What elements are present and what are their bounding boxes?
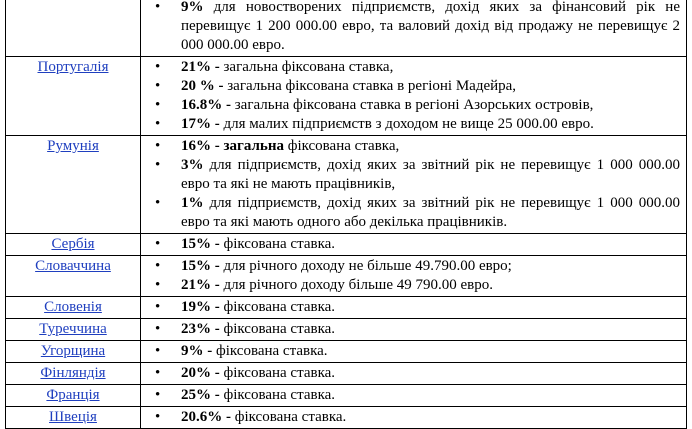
rate-description: для підприємств, дохід яких за звітний рік не перевищує 1 000 000.00 евро та які не мають працівників, [181,157,680,192]
list-item [155,298,680,317]
country-cell [6,234,141,256]
bullet-icon: • [155,0,161,15]
country-link[interactable]: Словаччина [35,258,111,274]
rate-description: фіксована ставка. [212,343,328,359]
rate-description: для річного доходу не більше 49.790.00 евро; [219,258,512,274]
table-row [6,0,687,57]
country-link[interactable]: Словенія [44,299,102,315]
rates-list [155,257,680,295]
rates-cell [141,256,687,297]
country-link[interactable]: Румунія [47,138,99,154]
rates-cell [141,136,687,234]
rate-value: 25% - [181,387,220,403]
country-link[interactable]: Фінляндія [40,365,106,381]
rates-list [155,408,680,427]
bullet-icon: • [155,78,161,94]
country-link[interactable]: Франція [46,387,100,403]
rates-list [155,298,680,317]
rates-list [155,320,680,339]
country-link[interactable]: Португалія [37,59,109,75]
list-item [155,156,680,194]
country-cell [6,407,141,429]
rates-cell [141,319,687,341]
list-item [155,115,680,134]
bullet-icon: • [155,236,161,252]
bullet-icon: • [155,299,161,315]
rate-value: 16% - загальна [181,138,284,154]
rate-description: для малих підприємств з доходом не вище 25 000.00 евро. [219,116,594,132]
bullet-icon: • [155,387,161,403]
bullet-icon: • [155,258,161,274]
list-item [155,137,680,156]
rate-description: фіксована ставка. [219,321,336,337]
rate-description: загальна фіксована ставка в регіоні Азорських островів, [231,97,594,113]
rates-list [155,386,680,405]
rate-value: 19% - [181,299,220,315]
rates-list [155,364,680,383]
list-item [155,386,680,405]
rate-value: 16.8% - [181,97,231,113]
rate-description: для підприємств, дохід яких за звітний рік не перевищує 1 000 000.00 евро та які мають одного або декілька працівників. [181,195,680,230]
bullet-icon: • [155,195,161,211]
list-item [155,408,680,427]
rates-list [155,235,680,254]
rates-cell [141,0,687,57]
table-row [6,385,687,407]
rate-value: 1% [181,195,204,211]
rate-value: 21% - [181,277,220,293]
country-cell [6,319,141,341]
country-cell [6,385,141,407]
bullet-icon: • [155,365,161,381]
rate-value: 20.6% - [181,409,231,425]
country-link[interactable]: Сербія [51,236,95,252]
bullet-icon: • [155,138,161,154]
rates-cell [141,385,687,407]
country-link[interactable]: Туреччина [39,321,107,337]
list-item [155,320,680,339]
rate-value: 3% [181,157,204,173]
bullet-icon: • [155,157,161,173]
rate-description: для річного доходу більше 49 790.00 евро. [219,277,493,293]
table-row [6,407,687,429]
rate-description: загальна фіксована ставка в регіоні Мадейра, [223,78,517,94]
list-item [155,235,680,254]
bullet-icon: • [155,409,161,425]
rate-description: фіксована ставка. [219,236,336,252]
table-row [6,341,687,363]
rates-list [155,0,680,55]
rates-list [155,342,680,361]
rate-value: 23% - [181,321,220,337]
rate-value: 20 % - [181,78,224,94]
rates-cell [141,297,687,319]
rates-list [155,137,680,232]
rate-description: фіксована ставка. [231,409,347,425]
rates-list [155,58,680,134]
country-cell [6,297,141,319]
rates-cell [141,57,687,136]
table-row [6,136,687,234]
rate-value: 17% - [181,116,220,132]
country-cell [6,0,141,57]
list-item [155,58,680,77]
rate-description: фіксована ставка. [219,387,336,403]
bullet-icon: • [155,59,161,75]
list-item [155,364,680,383]
list-item [155,257,680,276]
list-item [155,342,680,361]
rate-value: 21% - [181,59,220,75]
list-item [155,276,680,295]
list-item [155,96,680,115]
rate-value: 15% - [181,258,220,274]
country-cell [6,341,141,363]
table-row [6,363,687,385]
rate-description: фіксована ставка, [283,138,400,154]
list-item [155,0,680,55]
table-row [6,57,687,136]
bullet-icon: • [155,277,161,293]
bullet-icon: • [155,116,161,132]
rate-value: 15% - [181,236,220,252]
country-cell [6,136,141,234]
rate-value: 9% [181,0,204,15]
list-item [155,194,680,232]
rates-cell [141,363,687,385]
bullet-icon: • [155,321,161,337]
table-row [6,319,687,341]
rate-value: 9% - [181,343,213,359]
rates-cell [141,407,687,429]
rate-description: фіксована ставка. [219,365,336,381]
table-row [6,297,687,319]
bullet-icon: • [155,97,161,113]
rates-cell [141,341,687,363]
list-item [155,77,680,96]
country-cell [6,256,141,297]
country-cell [6,57,141,136]
table-row [6,256,687,297]
bullet-icon: • [155,343,161,359]
country-link[interactable]: Угорщина [40,343,106,359]
country-cell [6,363,141,385]
country-link[interactable]: Швеція [49,409,97,425]
rates-cell [141,234,687,256]
rate-value: 20% - [181,365,220,381]
rate-description: фіксована ставка. [219,299,336,315]
table-row [6,234,687,256]
rate-description: загальна фіксована ставка, [219,59,394,75]
rate-description: для новостворених підприємств, дохід яких за фінансовий рік не перевищує 1 200 000.00 евро, та валовий дохід від продажу не перевищує 2 000 000.00 евро. [181,0,680,53]
tax-rates-table [5,0,687,429]
